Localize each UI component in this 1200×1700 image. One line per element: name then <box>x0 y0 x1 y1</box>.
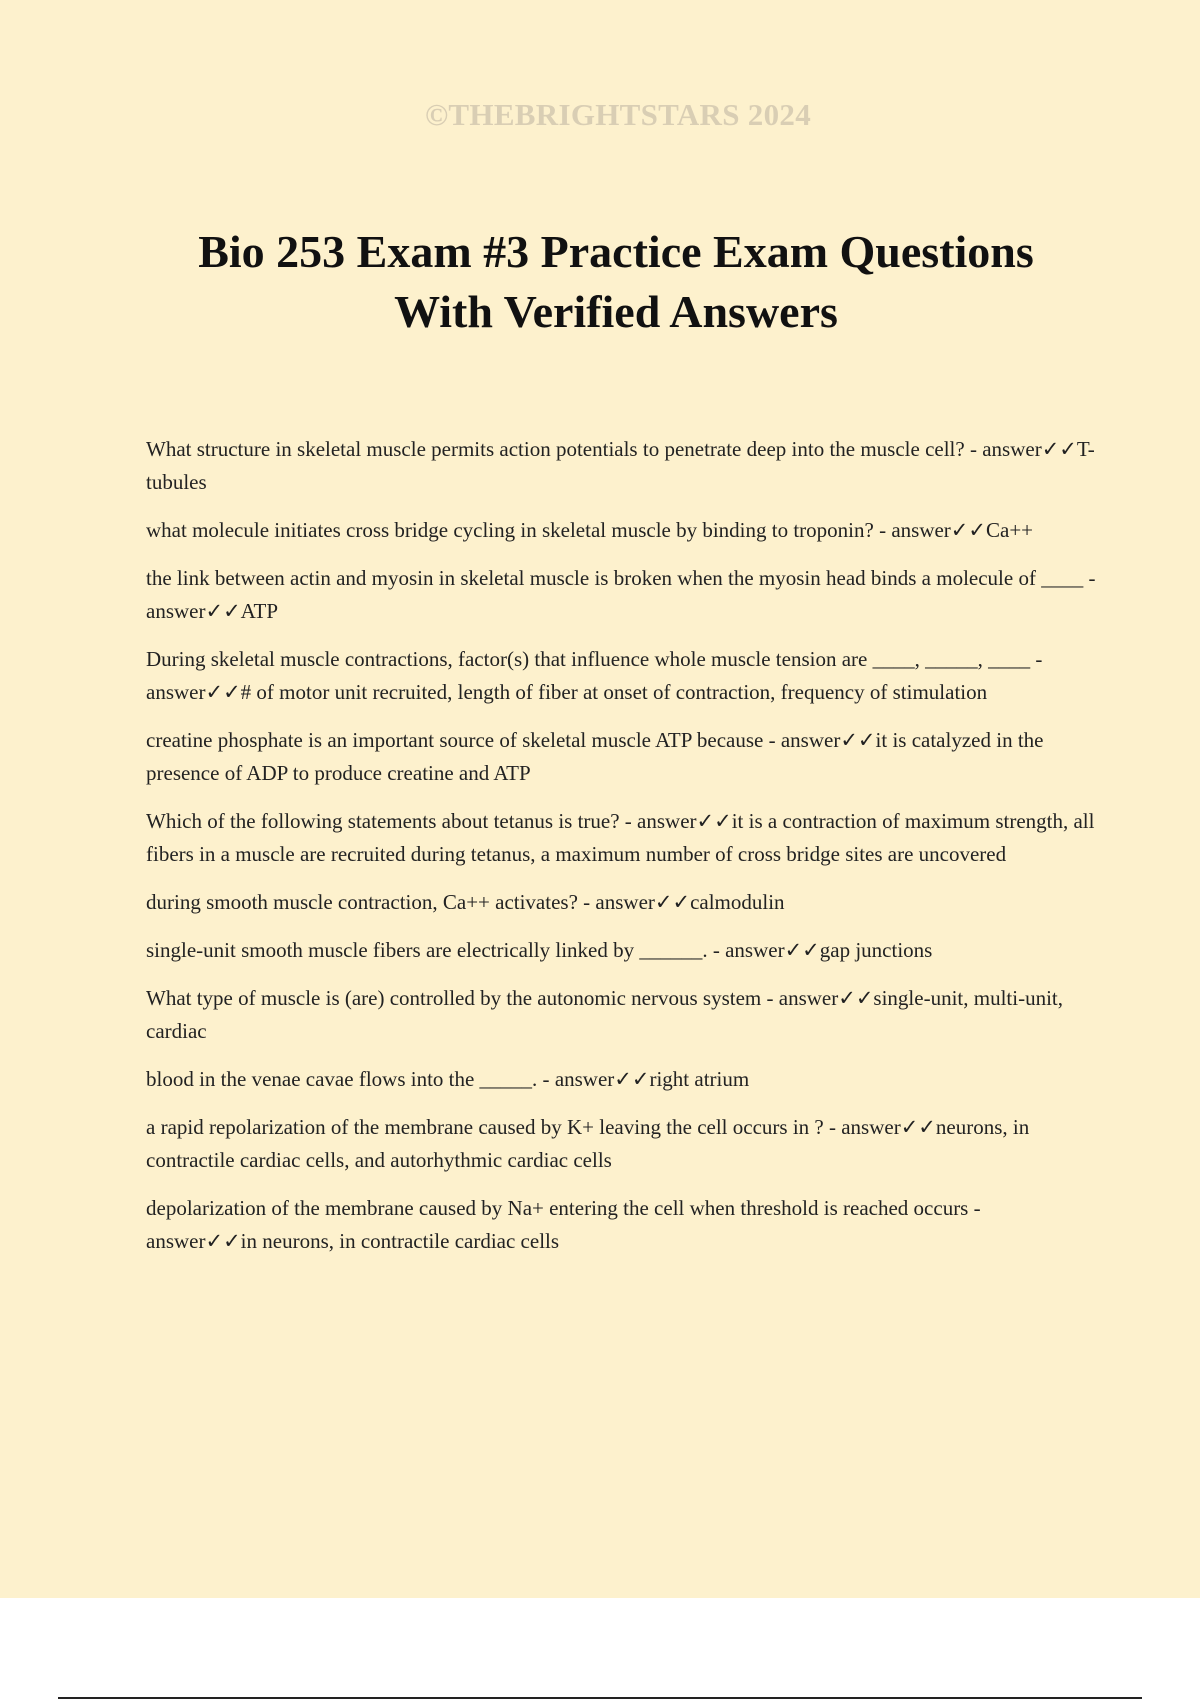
qa-item <box>146 643 1096 709</box>
question-text: single-unit smooth muscle fibers are electrically linked by ______. - <box>146 938 720 962</box>
answer-label: answer✓✓ <box>778 986 874 1010</box>
answer-text: ATP <box>240 599 279 623</box>
answer-text: single-unit, multi-unit, cardiac <box>146 986 1063 1043</box>
answer-text: neurons, in contractile cardiac cells, and autorhythmic cardiac cells <box>146 1115 1030 1172</box>
answer-text: # of motor unit recruited, length of fiber at onset of contraction, frequency of stimulation <box>240 680 988 704</box>
answer-text: Ca++ <box>986 518 1034 542</box>
answer-label: answer✓✓ <box>891 518 986 542</box>
answer-label: answer✓✓ <box>982 437 1077 461</box>
title-line-1: Bio 253 Exam #3 Practice Exam Questions <box>198 226 1034 277</box>
question-text: blood in the venae cavae flows into the _____. - <box>146 1067 550 1091</box>
qa-item <box>146 886 1096 919</box>
question-answer-list <box>146 433 1096 1273</box>
question-text: what molecule initiates cross bridge cycling in skeletal muscle by binding to troponin? - <box>146 518 887 542</box>
qa-item <box>146 433 1096 499</box>
question-text: depolarization of the membrane caused by Na+ entering the cell when threshold is reached occurs - <box>146 1196 981 1220</box>
watermark: ©THEBRIGHTSTARS 2024 <box>424 97 812 132</box>
answer-text: calmodulin <box>690 890 785 914</box>
title-line-2: With Verified Answers <box>394 286 838 337</box>
answer-text: it is catalyzed in the presence of ADP to produce creatine and ATP <box>146 728 1044 785</box>
answer-label: answer✓✓ <box>780 728 876 752</box>
qa-item <box>146 982 1096 1048</box>
footer-divider <box>58 1697 1142 1699</box>
question-text: Which of the following statements about tetanus is true? - <box>146 809 632 833</box>
answer-text: gap junctions <box>819 938 933 962</box>
question-text: during smooth muscle contraction, Ca++ activates? - <box>146 890 591 914</box>
answer-text: it is a contraction of maximum strength, all fibers in a muscle are recruited during tetanus, a maximum number of cross bridge sites are uncovered <box>146 809 1095 866</box>
answer-label: answer✓✓ <box>146 1229 241 1253</box>
question-text: What structure in skeletal muscle permits action potentials to penetrate deep into the muscle cell? - <box>146 437 977 461</box>
question-text: creatine phosphate is an important source of skeletal muscle ATP because - <box>146 728 776 752</box>
qa-item <box>146 934 1096 967</box>
document-title <box>0 222 1200 342</box>
qa-item <box>146 1192 1096 1258</box>
answer-text: right atrium <box>649 1067 750 1091</box>
qa-item <box>146 805 1096 871</box>
answer-label: answer✓✓ <box>146 680 241 704</box>
answer-label: answer✓✓ <box>146 599 241 623</box>
qa-item <box>146 562 1096 628</box>
qa-item <box>146 724 1096 790</box>
answer-text: T-tubules <box>146 437 1095 494</box>
answer-label: answer✓✓ <box>637 809 732 833</box>
answer-label: answer✓✓ <box>725 938 820 962</box>
answer-label: answer✓✓ <box>841 1115 936 1139</box>
answer-label: answer✓✓ <box>595 890 691 914</box>
qa-item <box>146 514 1096 547</box>
answer-label: answer✓✓ <box>554 1067 650 1091</box>
question-text: the link between actin and myosin in skeletal muscle is broken when the myosin head binds a molecule of ____ - <box>146 566 1096 590</box>
answer-text: in neurons, in contractile cardiac cells <box>240 1229 560 1253</box>
qa-item <box>146 1111 1096 1177</box>
question-text: During skeletal muscle contractions, factor(s) that influence whole muscle tension are ____, _____, ____ - <box>146 647 1043 671</box>
qa-item <box>146 1063 1096 1096</box>
question-text: What type of muscle is (are) controlled by the autonomic nervous system - <box>146 986 774 1010</box>
question-text: a rapid repolarization of the membrane caused by K+ leaving the cell occurs in ? - <box>146 1115 836 1139</box>
